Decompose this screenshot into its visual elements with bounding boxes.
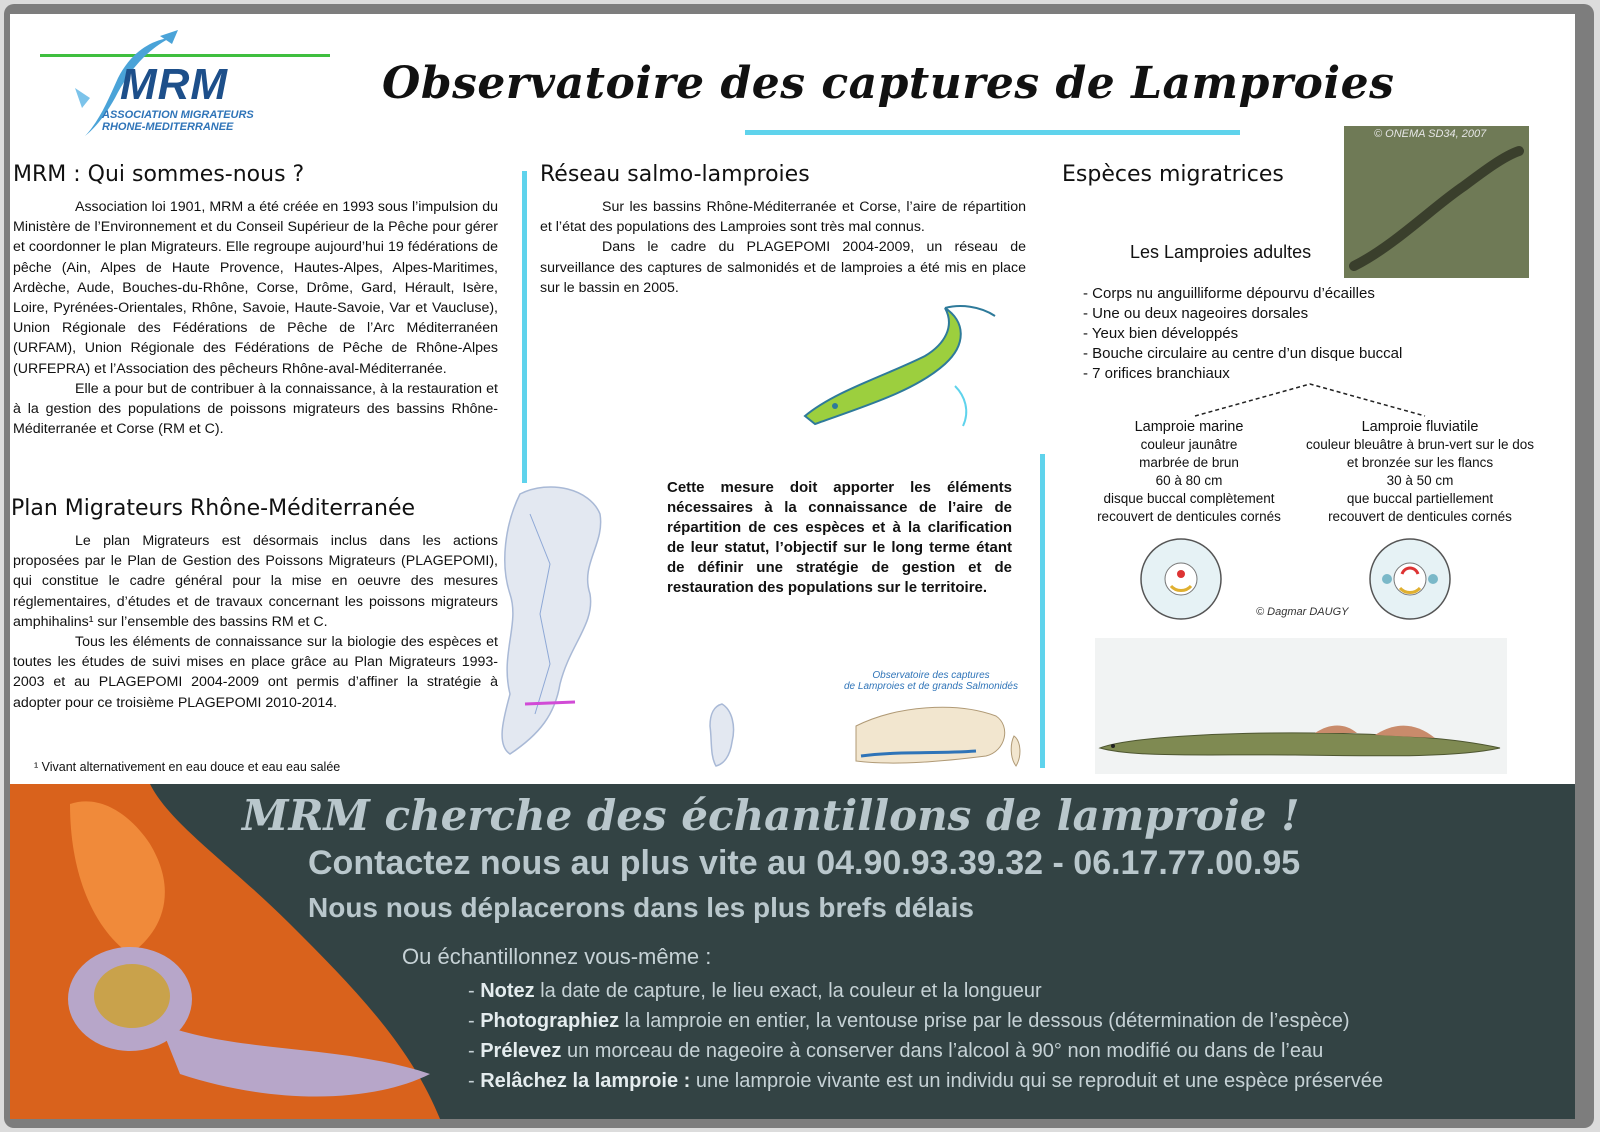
section-title-plan: Plan Migrateurs Rhône-Méditerranée	[11, 496, 416, 521]
species-fluviatile: Lamproie fluviatile couleur bleuâtre à brun-vert sur le dos et bronzée sur les flancs 30 à 50 cm que buccal partiellement recouvert de denticules cornés	[1305, 419, 1535, 524]
footnote: ¹ Vivant alternativement en eau douce et eau eau salée	[34, 760, 341, 774]
fish-illustration	[795, 296, 1005, 436]
list-item: - Relâchez la lamproie : une lamproie vivante est un individu qui se reproduit et une espèce préservée	[468, 1070, 1383, 1092]
list-item: - Photographiez la lamproie en entier, la ventouse prise par le dessous (détermination de l’espèce)	[468, 1010, 1350, 1032]
map-caption: Observatoire des captures de Lamproies et de grands Salmonidés	[844, 670, 1018, 692]
adults-subtitle: Les Lamproies adultes	[1130, 242, 1312, 262]
species-tree-lines	[1185, 380, 1435, 420]
section-title-network: Réseau salmo-lamproies	[540, 162, 810, 187]
list-item: - 7 orifices branchiaux	[1083, 365, 1230, 382]
list-item: - Corps nu anguilliforme dépourvu d’écailles	[1083, 285, 1375, 302]
plan-text: Le plan Migrateurs est désormais inclus dans les actions proposées par le Plan de Gestion des Poissons Migrateurs (PLAGEPOMI), qui constitue le cadre général pour la mise en oeuvre des mesures réglementaires, d’études et de travaux concernant les poissons migrateurs amphihalins¹ sur l’ensemble des bassins RM et C. Tous les éléments de connaissance sur la biologie des espèces et toutes les études de suivi mises en place grâce au Plan Migrateurs 1993-2003 et au PLAGEPOMI 2004-2009 ont permis d’affiner la stratégie à adopter pour ce troisième PLAGEPOMI 2010-2014.	[13, 533, 498, 711]
divider-right	[1040, 454, 1045, 768]
lamprey-specimen-photo	[1095, 638, 1507, 774]
lamprey-photo	[1344, 126, 1529, 278]
photo-credit: © ONEMA SD34, 2007	[1374, 128, 1487, 140]
drawing-credit: © Dagmar DAUGY	[1256, 606, 1349, 618]
banner-travel: Nous nous déplacerons dans les plus brefs délais	[308, 892, 974, 923]
who-text: Association loi 1901, MRM a été créée en 1993 sous l’impulsion du Ministère de l’Environnement et du Conseil Supérieur de la Pêche pour gérer et coordonner le plan Migrateurs. Elle regroupe aujourd’hui 19 fédérations de pêche (Ain, Alpes de Haute Provence, Hautes-Alpes, Alpes-Maritimes, Ardèche, Aude, Bouches-du-Rhône, Corse, Drôme, Gard, Hérault, Isère, Loire, Pyrénées-Orientales, Rhône, Savoie, Haute-Savoie, Var et Vaucluse), Union Régionale des Fédérations de Pêche de l’Arc Méditerranéen (URFAM), Union Régionale des Fédérations de Pêche de Rhône-Alpes (URFEPRA) et l’Association des pêcheurs Rhône-aval-Méditerranée. Elle a pour but de contribuer à la connaissance, à la restauration et à la gestion des populations de poissons migrateurs des bassins Rhône-Méditerranée et Corse (RM et C).	[13, 199, 498, 438]
measure-statement: Cette mesure doit apporter les éléments nécessaires à la connaissance de l’aire de répartition de ces espèces et à la clarification de leur statut, l’objectif sur le long terme étant de définir une stratégie de gestion et de restauration des populations sur le territoire.	[667, 479, 1012, 596]
logo-subtitle: ASSOCIATION MIGRATEURS RHONE-MEDITERRANEE	[102, 109, 254, 133]
list-item: - Prélevez un morceau de nageoire à conserver dans l’alcool à 90° non modifié ou dans de l’eau	[468, 1040, 1324, 1062]
species-marine: Lamproie marine couleur jaunâtre marbrée de brun 60 à 80 cm disque buccal complètement recouvert de denticules cornés	[1097, 419, 1281, 524]
list-item: - Notez la date de capture, le lieu exact, la couleur et la longueur	[468, 980, 1042, 1002]
corsica-map	[704, 700, 744, 770]
section-title-who: MRM : Qui sommes-nous ?	[13, 162, 305, 187]
banner-intro: Ou échantillonnez vous-même :	[402, 944, 712, 969]
basin-map	[480, 474, 640, 774]
poster-title: Observatoire des captures de Lamproies	[382, 58, 1395, 109]
divider-left	[522, 171, 527, 483]
section-title-species: Espèces migratrices	[1062, 162, 1284, 187]
logo-name: MRM	[120, 60, 229, 109]
banner-headline: MRM cherche des échantillons de lamproie !	[242, 791, 1300, 840]
list-item: - Yeux bien développés	[1083, 325, 1239, 342]
list-item: - Une ou deux nageoires dorsales	[1083, 305, 1309, 322]
banner-instructions	[468, 976, 1383, 1096]
adult-features-list	[1083, 284, 1402, 384]
network-text: Sur les bassins Rhône-Méditerranée et Corse, l’aire de répartition et l’état des populations des Lamproies sont très mal connus. Dans le cadre du PLAGEPOMI 2004-2009, un réseau de surveillance des captures de salmonidés et de lamproies a été mis en place sur le bassin en 2005.	[540, 199, 1026, 296]
observatory-map	[836, 696, 1036, 774]
title-underline	[745, 130, 1240, 135]
fluviatile-disc-drawing	[1365, 534, 1455, 624]
poster	[10, 14, 1575, 1119]
banner-contact: Contactez nous au plus vite au 04.90.93.39.32 - 06.17.77.00.95	[308, 844, 1301, 882]
list-item: - Bouche circulaire au centre d’un disque buccal	[1083, 345, 1403, 362]
marine-disc-drawing	[1136, 534, 1226, 624]
